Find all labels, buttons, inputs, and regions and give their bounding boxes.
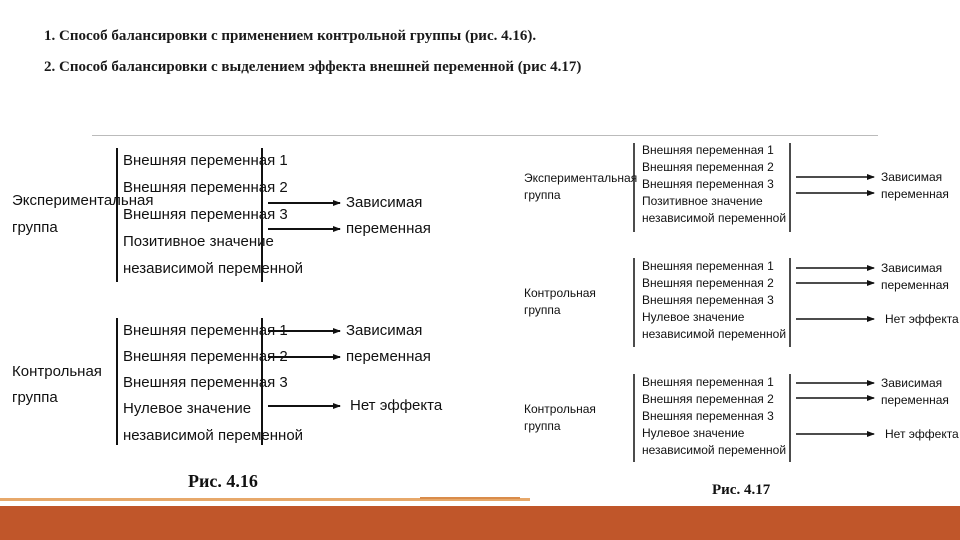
figure-4-17: [524, 143, 959, 498]
fig417-ctrl1-var-3: Внешняя переменная 3: [642, 293, 774, 307]
fig417-ctrl2-zero: Нулевое значение: [642, 426, 745, 440]
fig417-ctrl2-group-label-2: группа: [524, 419, 561, 433]
fig417-ctrl1-group-label-2: группа: [524, 303, 561, 317]
fig417-ctrl1-no-effect: Нет эффекта: [885, 312, 959, 326]
fig417-ctrl2-var-3: Внешняя переменная 3: [642, 409, 774, 423]
fig416-ctrl-group-label-2: группа: [12, 389, 58, 406]
fig416-exp-dependent-2: переменная: [346, 220, 431, 237]
fig416-exp-dependent-1: Зависимая: [346, 194, 423, 211]
fig416-ctrl-var-2: Внешняя переменная 2: [123, 348, 288, 365]
fig416-exp-group-label-2: группа: [12, 219, 58, 236]
fig417-ctrl2-var-2: Внешняя переменная 2: [642, 392, 774, 406]
heading-method-1: 1. Способ балансировки с применением контрольной группы (рис. 4.16).: [44, 28, 537, 44]
fig417-ctrl1-independent: независимой переменной: [642, 327, 787, 341]
fig416-exp-var-1: Внешняя переменная 1: [123, 152, 288, 169]
footer-accent-segment: [420, 497, 520, 499]
fig416-exp-var-2: Внешняя переменная 2: [123, 179, 288, 196]
fig417-ctrl2-no-effect: Нет эффекта: [885, 427, 959, 441]
fig417-exp-var-2: Внешняя переменная 2: [642, 160, 774, 174]
fig417-exp-group-label-2: группа: [524, 188, 561, 202]
fig416-ctrl-var-1: Внешняя переменная 1: [123, 322, 288, 339]
fig416-exp-var-3: Внешняя переменная 3: [123, 206, 288, 223]
fig417-ctrl1-var-2: Внешняя переменная 2: [642, 276, 774, 290]
fig416-ctrl-var-3: Внешняя переменная 3: [123, 374, 288, 391]
fig417-exp-dependent-1: Зависимая: [881, 170, 943, 184]
fig417-ctrl2-independent: независимой переменной: [642, 443, 787, 457]
fig417-ctrl2-dependent-2: переменная: [881, 393, 949, 407]
fig417-ctrl2-group-label-1: Контрольная: [524, 402, 596, 416]
fig417-caption: Рис. 4.17: [712, 482, 771, 498]
fig417-exp-positive: Позитивное значение: [642, 194, 763, 208]
fig417-ctrl1-dependent-2: переменная: [881, 278, 949, 292]
fig417-ctrl2-var-1: Внешняя переменная 1: [642, 375, 774, 389]
footer-bar: [0, 506, 960, 540]
fig417-exp-var-3: Внешняя переменная 3: [642, 177, 774, 191]
fig416-ctrl-no-effect: Нет эффекта: [350, 397, 443, 414]
fig417-exp-independent: независимой переменной: [642, 211, 787, 225]
fig416-exp-group-label-1: Экспериментальная: [12, 192, 154, 209]
figure-4-16: [12, 148, 443, 491]
fig417-ctrl2-dependent-1: Зависимая: [881, 376, 943, 390]
fig417-exp-group-label-1: Экспериментальная: [524, 171, 638, 185]
fig417-ctrl1-dependent-1: Зависимая: [881, 261, 943, 275]
fig416-caption: Рис. 4.16: [188, 471, 258, 491]
fig417-ctrl1-zero: Нулевое значение: [642, 310, 745, 324]
fig416-ctrl-group-label-1: Контрольная: [12, 363, 102, 380]
fig416-ctrl-zero: Нулевое значение: [123, 400, 252, 417]
heading-method-2: 2. Способ балансировки с выделением эффекта внешней переменной (рис 4.17): [44, 59, 582, 75]
fig416-exp-positive: Позитивное значение: [123, 233, 274, 250]
fig416-exp-independent: независимой переменной: [123, 260, 304, 277]
fig417-exp-var-1: Внешняя переменная 1: [642, 143, 774, 157]
fig416-ctrl-dependent-1: Зависимая: [346, 322, 423, 339]
fig416-ctrl-dependent-2: переменная: [346, 348, 431, 365]
fig417-exp-dependent-2: переменная: [881, 187, 949, 201]
fig416-ctrl-independent: независимой переменной: [123, 427, 304, 444]
fig417-ctrl1-var-1: Внешняя переменная 1: [642, 259, 774, 273]
fig417-ctrl1-group-label-1: Контрольная: [524, 286, 596, 300]
